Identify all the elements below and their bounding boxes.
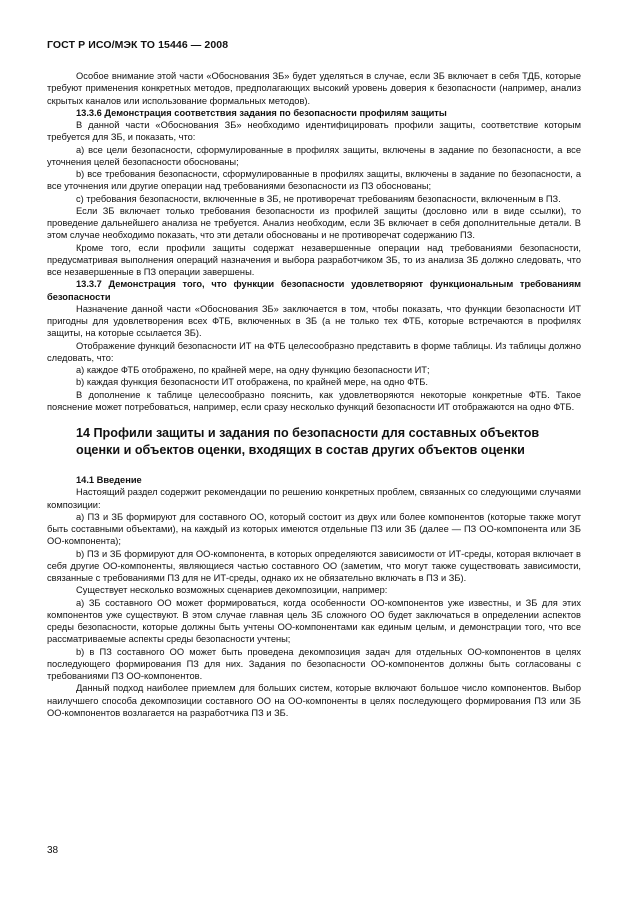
section-heading: 14 Профили защиты и задания по безопасности для составных объектов оценки и объектов оценки, входящих в состав других объектов оценки [76, 426, 540, 457]
paragraph: c) требования безопасности, включенные в ЗБ, не противоречат требованиям безопасности, включенным в ПЗ. [76, 193, 561, 204]
paragraph: Существует несколько возможных сценариев декомпозиции, например: [76, 585, 388, 596]
paragraph: a) ПЗ и ЗБ формируют для составного ОО, который состоит из двух или более компонентов (которые также могут быть составными объектами), на каждый из которых имеются отдельные ПЗ или ЗБ (далее — ПЗ ОО-компонента или ЗБ ОО-компонента); [47, 511, 581, 547]
paragraph: b) ПЗ и ЗБ формируют для ОО-компонента, в которых определяются зависимости от ИТ-среды, которая включает в себя другие ОО-компоненты, являющиеся частью составного ОО (заметим, что могут также существовать зависимости, связанные с требованиями ПЗ для не ИТ-среды, однако их не обязательно включать в ПЗ и ЗБ). [47, 548, 581, 583]
paragraph: В данной части «Обоснования ЗБ» необходимо идентифицировать профили защиты, соответствие которым требуется для ЗБ, и показать, что: [47, 120, 581, 143]
paragraph: Данный подход наиболее приемлем для больших систем, которые включают большое число компонентов. Выбор наилучшего способа декомпозиции составного ОО на ОО-компоненты в целях последующего формирования ПЗ или ЗБ ОО-компонентов возлагается на разработчика ПЗ и ЗБ. [47, 683, 581, 718]
paragraph: a) каждое ФТБ отображено, по крайней мере, на одну функцию безопасности ИТ; [76, 365, 430, 375]
paragraph: Назначение данной части «Обоснования ЗБ» заключается в том, чтобы показать, что функции безопасности ИТ пригодны для удовлетворения всех ФТБ, включенных в ЗБ (а не только тех ФТБ, которые встречаются в профилях защиты, на которые ссылается ЗБ). [47, 303, 581, 339]
paragraph: a) ЗБ составного ОО может формироваться, когда особенности ОО-компонентов уже известны, и ЗБ для этих компонентов уже существуют. В этом случае главная цель ЗБ сложного ОО будет заключаться в определении аспектов среды безопасности, которые должны быть учтены ОО-компонентами как единым целым, и демонстрации того, что все рассматриваемые аспекты среды безопасности учтены; [47, 597, 581, 645]
subsection-heading: 14.1 Введение [76, 475, 142, 485]
paragraph: a) все цели безопасности, сформулированные в профилях защиты, включены в задание по безопасности, а все уточнения целей безопасности обоснованы; [47, 144, 581, 167]
paragraph: Настоящий раздел содержит рекомендации по решению конкретных проблем, связанных со следующими случаями композиции: [47, 487, 581, 510]
paragraph: Отображение функций безопасности ИТ на ФТБ целесообразно представить в форме таблицы. Из таблицы должно следовать, что: [47, 340, 581, 363]
paragraph: Если ЗБ включает только требования безопасности из профилей защиты (дословно или в виде ссылки), то проведение дальнейшего анализа не требуется. Анализ необходим, если ЗБ включает в себя дополнительные детали. В этом случае необходимо показать, что эти детали обоснованы и не противоречат содержанию ПЗ. [47, 205, 581, 241]
paragraph: В дополнение к таблице целесообразно пояснить, как удовлетворяются некоторые конкретные ФТБ. Такое пояснение может потребоваться, например, если сразу несколько функций безопасности ИТ отображаются на одно ФТБ. [47, 389, 581, 412]
subsection-heading: 13.3.7 Демонстрация того, что функции безопасности удовлетворяют функциональным требованиям безопасности [47, 279, 581, 302]
paragraph: Кроме того, если профили защиты содержат незавершенные операции над требованиями безопасности, предусматривая выполнения операций назначения и выбора разработчиком ЗБ, то из анализа ЗБ должно следовать, что все незавершенные в ПЗ операции завершены. [47, 242, 581, 277]
paragraph: Особое внимание этой части «Обоснования ЗБ» будет уделяться в случае, если ЗБ включает в себя ТДБ, которые требуют применения конкретных методов, предполагающих высокий уровень доверия к безопасности (например, анализ скрытых каналов или использование формальных методов). [47, 71, 581, 106]
paragraph: b) все требования безопасности, сформулированные в профилях защиты, включены в задание по безопасности, а все уточнения или другие операции над требованиями безопасности из ПЗ обоснованы; [47, 169, 581, 192]
paragraph: b) каждая функция безопасности ИТ отображена, по крайней мере, на одно ФТБ. [76, 377, 428, 388]
running-header: ГОСТ Р ИСО/МЭК ТО 15446 — 2008 [47, 39, 229, 51]
paragraph: b) в ПЗ составного ОО может быть проведена декомпозиция задач для отдельных ОО-компонентов в целях последующего формирования ПЗ для них. Задания по безопасности ОО-компонентов должны быть согласованы с требованиями ПЗ ОО-компонентов. [47, 646, 581, 681]
document-body [47, 70, 581, 719]
subsection-heading: 13.3.6 Демонстрация соответствия задания по безопасности профилям защиты [76, 107, 447, 118]
page-number: 38 [47, 845, 59, 856]
